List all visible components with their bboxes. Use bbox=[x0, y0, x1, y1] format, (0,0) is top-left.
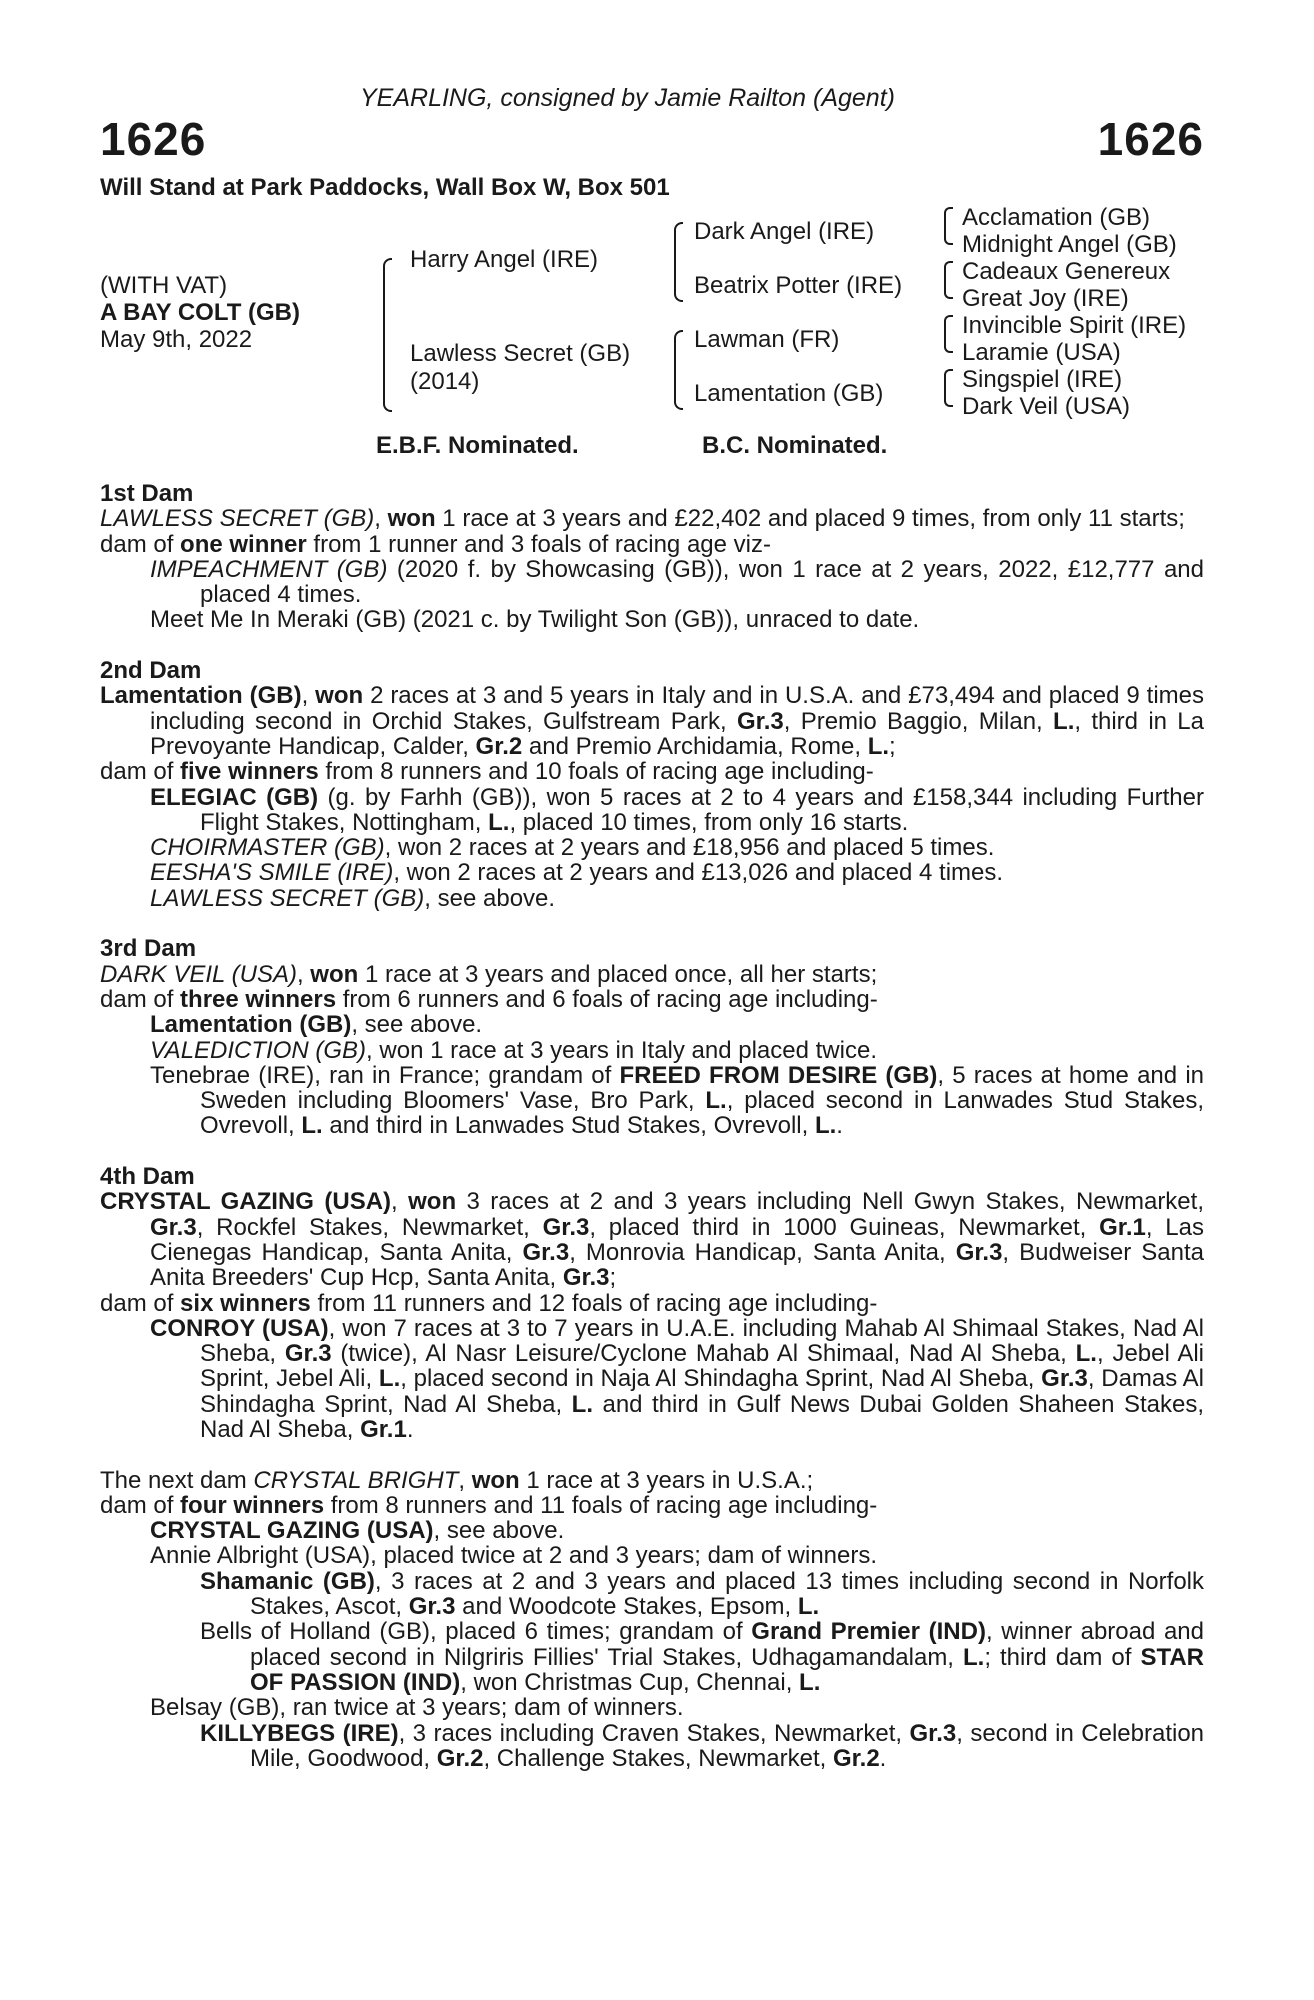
record-text: , placed second in Lanwades Stud Stakes, Ovrevoll, bbox=[200, 1087, 1205, 1140]
record-text: Gr.1 bbox=[1099, 1213, 1146, 1241]
record-text: L. bbox=[1075, 1340, 1097, 1368]
record-text: L. bbox=[867, 732, 890, 760]
record-text: 1 race at 3 years in U.S.A.; bbox=[519, 1466, 814, 1494]
record-text: L. bbox=[571, 1390, 593, 1418]
record-text: Tenebrae (IRE), ran in France; grandam of bbox=[150, 1061, 620, 1089]
record-text: Gr.2 bbox=[832, 1744, 880, 1772]
record-text: , won 2 races at 2 years and £18,956 and placed 5 times. bbox=[384, 834, 995, 862]
record-text: , won 1 race at 3 years in Italy and placed twice. bbox=[366, 1036, 877, 1064]
record-text: ; third dam of bbox=[984, 1643, 1141, 1671]
record-text: KILLYBEGS (IRE) bbox=[200, 1719, 399, 1747]
record-text: from 8 runners and 10 foals of racing age including- bbox=[318, 758, 874, 786]
record-text: , see above. bbox=[433, 1517, 565, 1545]
record-text: from 1 runner and 3 foals of racing age viz- bbox=[306, 530, 771, 558]
record-text: dam of bbox=[100, 530, 181, 558]
record-text: one winner bbox=[180, 530, 307, 558]
record-text: ELEGIAC (GB) bbox=[150, 783, 319, 811]
record-text: , winner abroad and placed second in Nilgriris Fillies' Trial Stakes, Udhagamandalam, bbox=[250, 1618, 1205, 1671]
record-text: and third in Lanwades Stud Stakes, Ovrevoll, bbox=[322, 1112, 815, 1140]
record-paragraph bbox=[100, 1619, 1204, 1695]
record-text: dam of bbox=[100, 985, 181, 1013]
record-text: , bbox=[374, 505, 388, 533]
record-text: , Premio Baggio, Milan, bbox=[783, 707, 1054, 735]
record-paragraph bbox=[100, 1063, 1204, 1139]
record-text: Gr.2 bbox=[436, 1744, 484, 1772]
record-text: , won 2 races at 2 years and £13,026 and placed 4 times. bbox=[393, 859, 1004, 887]
record-paragraph bbox=[100, 1695, 1204, 1720]
record-text: and third in Gulf News Dubai Golden Shaheen Stakes, Nad Al Sheba, bbox=[200, 1390, 1204, 1443]
horse-description: A BAY COLT (GB) bbox=[100, 299, 301, 326]
record-paragraph bbox=[100, 1468, 1204, 1493]
lot-number-right: 1626 bbox=[1097, 113, 1204, 165]
ebf-nomination: E.B.F. Nominated. bbox=[376, 432, 579, 459]
record-text: dam of bbox=[100, 1289, 181, 1317]
pedigree-sire-dam: Beatrix Potter (IRE) bbox=[694, 272, 903, 299]
record-text: Gr.3 bbox=[542, 1213, 590, 1241]
record-text: FREED FROM DESIRE (GB) bbox=[619, 1061, 938, 1089]
record-paragraph bbox=[100, 557, 1204, 608]
record-text: , placed 10 times, from only 16 starts. bbox=[509, 808, 909, 836]
record-text: (twice), Al Nasr Leisure/Cyclone Mahab Al Shimaal, Nad Al Sheba, bbox=[331, 1340, 1076, 1368]
record-text: Bells of Holland (GB), placed 6 times; grandam of bbox=[200, 1618, 752, 1646]
record-text: Annie Albright (USA), placed twice at 2 and 3 years; dam of winners. bbox=[150, 1542, 878, 1570]
produce-record bbox=[100, 481, 1204, 1771]
second-dam-title: 2nd Dam bbox=[100, 657, 202, 685]
record-text: Gr.3 bbox=[150, 1213, 197, 1241]
record-paragraph bbox=[100, 1291, 1204, 1316]
record-text: , third in La Prevoyante Handicap, Calder, bbox=[150, 707, 1204, 760]
record-paragraph bbox=[100, 987, 1204, 1012]
record-text: CRYSTAL GAZING (USA) bbox=[150, 1517, 434, 1545]
record-paragraph bbox=[100, 835, 1204, 860]
record-text: Gr.1 bbox=[360, 1415, 407, 1443]
record-text: LAWLESS SECRET (GB) bbox=[100, 505, 375, 533]
record-text: EESHA'S SMILE (IRE) bbox=[150, 859, 394, 887]
record-text: , bbox=[458, 1466, 472, 1494]
record-text: L. bbox=[1053, 707, 1075, 735]
vat-note: (WITH VAT) bbox=[100, 272, 228, 299]
g-brace-3 bbox=[944, 315, 953, 353]
third-dam-title: 3rd Dam bbox=[100, 935, 197, 963]
record-text: dam of bbox=[100, 1491, 181, 1519]
fourth-dam-body bbox=[100, 1189, 1204, 1442]
record-paragraph bbox=[100, 860, 1204, 885]
record-text: , won Christmas Cup, Chennai, bbox=[460, 1668, 800, 1696]
sire-line-brace bbox=[674, 222, 683, 302]
record-text: L. bbox=[963, 1643, 985, 1671]
record-text: , Jebel Ali Sprint, Jebel Ali, bbox=[200, 1340, 1205, 1393]
record-text: won bbox=[408, 1188, 457, 1216]
record-text: The next dam bbox=[100, 1466, 254, 1494]
record-paragraph bbox=[100, 506, 1204, 531]
record-paragraph bbox=[100, 1569, 1204, 1620]
record-text: DARK VEIL (USA) bbox=[100, 960, 297, 988]
record-text: CHOIRMASTER (GB) bbox=[150, 834, 385, 862]
third-dam-body bbox=[100, 962, 1204, 1139]
record-text: L. bbox=[705, 1087, 727, 1115]
record-paragraph bbox=[100, 759, 1204, 784]
record-text: , second in Celebration Mile, Goodwood, bbox=[250, 1719, 1205, 1772]
g-brace-4 bbox=[944, 369, 953, 407]
record-paragraph bbox=[100, 1038, 1204, 1063]
consignment-line: YEARLING, consigned by Jamie Railton (Agent) bbox=[360, 84, 895, 112]
record-paragraph bbox=[100, 1493, 1204, 1518]
record-text: won bbox=[471, 1466, 520, 1494]
pedigree-dam-dam: Lamentation (GB) bbox=[694, 380, 884, 407]
record-text: , 3 races at 2 and 3 years and placed 13 times including second in Norfolk Stakes, Ascot, bbox=[250, 1567, 1204, 1621]
sire-dam-brace bbox=[383, 258, 392, 412]
record-text: LAWLESS SECRET (GB) bbox=[150, 884, 425, 912]
record-text: , Rockfel Stakes, Newmarket, bbox=[196, 1213, 543, 1241]
record-text: , placed third in 1000 Guineas, Newmarket, bbox=[589, 1213, 1100, 1241]
pedigree-dam: Lawless Secret (GB) bbox=[410, 340, 631, 367]
record-text: 1 race at 3 years and £22,402 and placed 9 times, from only 11 starts; bbox=[435, 505, 1185, 533]
record-text: CRYSTAL BRIGHT bbox=[253, 1466, 459, 1494]
record-text: and Premio Archidamia, Rome, bbox=[522, 732, 868, 760]
record-text: 1 race at 3 years and placed once, all her starts; bbox=[358, 960, 878, 988]
second-dam-body bbox=[100, 683, 1204, 911]
record-text: , Las Cienegas Handicap, Santa Anita, bbox=[150, 1213, 1204, 1266]
record-paragraph bbox=[100, 532, 1204, 557]
record-text: Shamanic (GB) bbox=[200, 1567, 375, 1595]
record-text: three winners bbox=[180, 985, 337, 1013]
foaling-date: May 9th, 2022 bbox=[100, 326, 253, 353]
record-text: L. bbox=[797, 1593, 820, 1621]
pedigree-g7: Singspiel (IRE) bbox=[962, 366, 1123, 393]
record-text: from 6 runners and 6 foals of racing age including- bbox=[336, 985, 878, 1013]
pedigree-g8: Dark Veil (USA) bbox=[962, 393, 1131, 420]
record-text: , bbox=[301, 682, 316, 710]
first-dam-title: 1st Dam bbox=[100, 480, 194, 507]
record-text: Meet Me In Meraki (GB) (2021 c. by Twilight Son (GB)), unraced to date. bbox=[150, 606, 920, 634]
record-text: 2 races at 3 and 5 years in Italy and in U.S.A. and £73,494 and placed 9 times including second in Orchid Stakes, Gulfstream Park, bbox=[150, 682, 1204, 735]
record-text: , bbox=[391, 1188, 409, 1216]
record-text: six winners bbox=[180, 1289, 311, 1317]
record-text: from 8 runners and 11 foals of racing age including- bbox=[324, 1491, 878, 1519]
record-paragraph bbox=[100, 683, 1204, 759]
pedigree-g3: Cadeaux Genereux bbox=[962, 258, 1171, 285]
record-paragraph bbox=[100, 886, 1204, 911]
record-text: Gr.3 bbox=[1041, 1365, 1088, 1393]
record-text: from 11 runners and 12 foals of racing age including- bbox=[310, 1289, 878, 1317]
record-text: . bbox=[879, 1744, 887, 1772]
record-text: Gr.3 bbox=[562, 1264, 610, 1292]
record-text: ; bbox=[889, 732, 896, 760]
pedigree-g6: Laramie (USA) bbox=[962, 339, 1121, 366]
g-brace-2 bbox=[944, 261, 953, 299]
record-text: , 3 races including Craven Stakes, Newmarket, bbox=[398, 1719, 910, 1747]
record-paragraph bbox=[100, 1012, 1204, 1037]
record-text: won bbox=[387, 505, 436, 533]
record-text: five winners bbox=[180, 758, 319, 786]
record-paragraph bbox=[100, 607, 1204, 632]
record-text: L. bbox=[488, 808, 510, 836]
record-text: , Monrovia Handicap, Santa Anita, bbox=[569, 1238, 956, 1266]
record-text: , bbox=[296, 960, 311, 988]
record-text: (g. by Farhh (GB)), won 5 races at 2 to 4 years and £158,344 including Further Flight Stakes, Nottingham, bbox=[200, 783, 1204, 836]
record-text: dam of bbox=[100, 758, 181, 786]
record-text: CONROY (USA) bbox=[150, 1314, 329, 1342]
record-text: Belsay (GB), ran twice at 3 years; dam of winners. bbox=[150, 1694, 684, 1722]
dam-line-brace bbox=[674, 330, 683, 410]
pedigree-dam-year: (2014) bbox=[410, 368, 480, 395]
record-text: . bbox=[406, 1415, 414, 1443]
pedigree-sire: Harry Angel (IRE) bbox=[410, 246, 599, 273]
record-text: ; bbox=[609, 1264, 617, 1292]
record-paragraph bbox=[100, 962, 1204, 987]
record-text: Gr.3 bbox=[284, 1340, 332, 1368]
record-paragraph bbox=[100, 785, 1204, 836]
record-text: STAR OF PASSION (IND) bbox=[250, 1643, 1205, 1696]
record-text: . bbox=[836, 1112, 843, 1140]
record-paragraph bbox=[100, 1543, 1204, 1568]
pedigree-sire-sire: Dark Angel (IRE) bbox=[694, 218, 875, 245]
record-text: , see above. bbox=[424, 884, 556, 912]
record-text: Gr.3 bbox=[909, 1719, 957, 1747]
first-dam-body bbox=[100, 506, 1204, 632]
record-text: four winners bbox=[180, 1491, 325, 1519]
record-text: L. bbox=[814, 1112, 837, 1140]
record-paragraph bbox=[100, 1316, 1204, 1442]
record-text: Gr.3 bbox=[522, 1238, 570, 1266]
record-paragraph bbox=[100, 1189, 1204, 1290]
record-text: won bbox=[315, 682, 364, 710]
record-text: Gr.3 bbox=[955, 1238, 1003, 1266]
record-text: Lamentation (GB) bbox=[150, 1011, 352, 1039]
record-text: , Budweiser Santa Anita Breeders' Cup Hcp, Santa Anita, bbox=[150, 1238, 1204, 1292]
record-text: and Woodcote Stakes, Epsom, bbox=[455, 1593, 798, 1621]
pedigree-g4: Great Joy (IRE) bbox=[962, 285, 1129, 312]
record-text: , Damas Al Shindagha Sprint, Nad Al Sheba, bbox=[200, 1365, 1205, 1418]
bc-nomination: B.C. Nominated. bbox=[702, 432, 888, 459]
lot-number-left: 1626 bbox=[100, 113, 207, 165]
record-text: , won 7 races at 3 to 7 years in U.A.E. including Mahab Al Shimaal Stakes, Nad Al Sheba, bbox=[200, 1314, 1204, 1368]
record-text: L. bbox=[799, 1668, 821, 1696]
record-text: IMPEACHMENT (GB) bbox=[150, 555, 388, 583]
pedigree-g2: Midnight Angel (GB) bbox=[962, 231, 1177, 258]
record-text: L. bbox=[378, 1365, 401, 1393]
record-text: CRYSTAL GAZING (USA) bbox=[100, 1188, 392, 1216]
pedigree-g5: Invincible Spirit (IRE) bbox=[962, 312, 1187, 339]
record-text: won bbox=[310, 960, 359, 988]
record-text: , Challenge Stakes, Newmarket, bbox=[483, 1744, 833, 1772]
record-text: Gr.2 bbox=[475, 732, 523, 760]
fourth-dam-title: 4th Dam bbox=[100, 1163, 195, 1191]
record-text: Lamentation (GB) bbox=[100, 682, 302, 710]
record-paragraph bbox=[100, 1721, 1204, 1772]
stabling-location: Will Stand at Park Paddocks, Wall Box W, Box 501 bbox=[100, 174, 670, 201]
pedigree-dam-sire: Lawman (FR) bbox=[694, 326, 840, 353]
record-text: (2020 f. by Showcasing (GB)), won 1 race at 2 years, 2022, £12,777 and placed 4 times. bbox=[200, 555, 1204, 609]
record-text: Grand Premier (IND) bbox=[751, 1618, 986, 1646]
record-text: , see above. bbox=[351, 1011, 483, 1039]
g-brace-1 bbox=[944, 207, 953, 245]
next-dam-body bbox=[100, 1468, 1204, 1772]
record-text: 3 races at 2 and 3 years including Nell Gwyn Stakes, Newmarket, bbox=[456, 1188, 1204, 1216]
record-text: L. bbox=[301, 1112, 323, 1140]
record-text: VALEDICTION (GB) bbox=[150, 1036, 367, 1064]
record-text: Gr.3 bbox=[737, 707, 784, 735]
record-text: , placed second in Naja Al Shindagha Sprint, Nad Al Sheba, bbox=[400, 1365, 1042, 1393]
record-text: , 5 races at home and in Sweden including Bloomers' Vase, Bro Park, bbox=[200, 1061, 1204, 1115]
record-paragraph bbox=[100, 1518, 1204, 1543]
pedigree-g1: Acclamation (GB) bbox=[962, 204, 1151, 231]
record-text: Gr.3 bbox=[408, 1593, 456, 1621]
